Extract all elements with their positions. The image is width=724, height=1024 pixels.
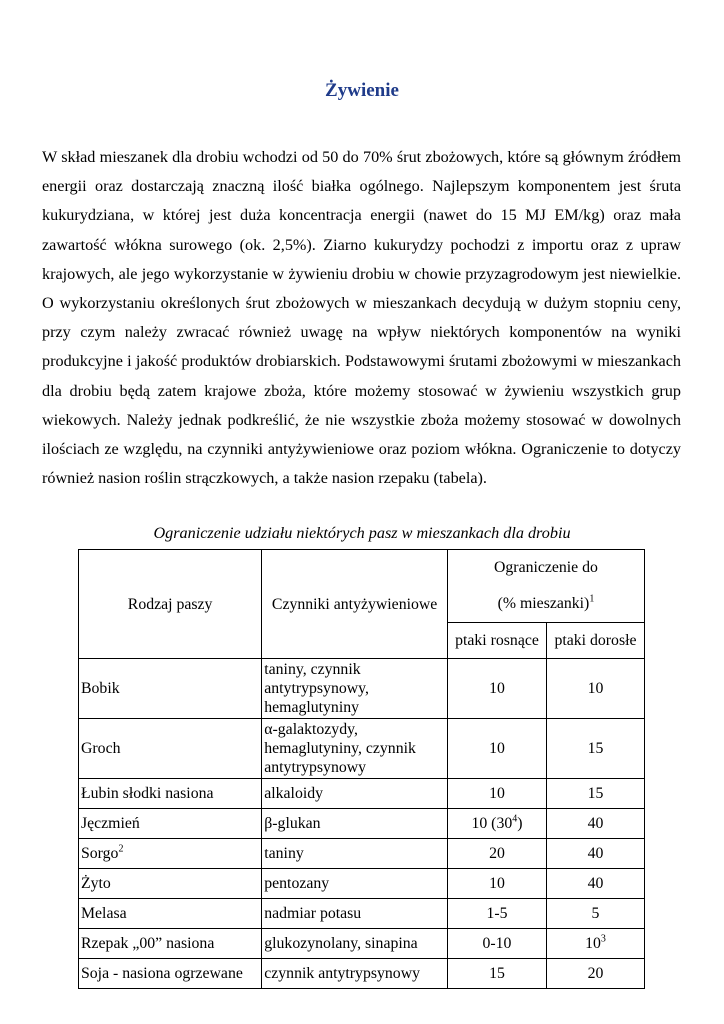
table-caption: Ograniczenie udziału niektórych pasz w mieszankach dla drobiu [153,524,571,542]
cell-growing-text: 1-5 [486,905,508,922]
cell-factors-text: alkaloidy [264,785,324,802]
cell-feed [79,809,262,839]
table-row [79,899,645,929]
cell-adult-text: 10 [587,680,604,697]
cell-factors-text: taniny, czynnik antytrypsynowy, hemaglutyniny [264,661,369,716]
cell-factors-text: glukozynolany, sinapina [264,935,418,952]
header-factors: Czynniki antyżywieniowe [262,550,448,659]
cell-adult-text: 10 [585,935,601,952]
cell-growing [447,659,546,719]
cell-feed-text: Jęczmień [81,815,140,832]
cell-adult [546,899,644,929]
header-adult: ptaki dorosłe [546,623,644,659]
cell-adult [546,719,644,779]
feed-limits-table [78,549,645,989]
header-limit [447,550,644,623]
header-limit-line2 [450,586,642,622]
cell-feed [79,929,262,959]
cell-growing-text: 10 [489,875,505,892]
cell-feed-text: Groch [81,740,121,757]
cell-factors [262,959,448,989]
table-row [79,809,645,839]
cell-growing-text: 0-10 [482,935,512,952]
cell-feed [79,779,262,809]
table-row [79,959,645,989]
cell-adult-text: 15 [587,785,604,802]
cell-factors [262,809,448,839]
cell-growing [447,779,546,809]
cell-growing-text: 20 [489,845,505,862]
cell-factors [262,929,448,959]
cell-factors-text: α-galaktozydy, hemaglutyniny, czynnik antytrypsynowy [264,721,416,776]
cell-growing [447,839,546,869]
table-header-row [79,550,645,623]
cell-adult [546,809,644,839]
cell-factors [262,839,448,869]
cell-feed-text: Łubin słodki nasiona [81,785,214,802]
cell-adult [546,839,644,869]
cell-feed [79,869,262,899]
cell-feed [79,659,262,719]
cell-feed [79,719,262,779]
cell-growing-text: 10 [489,740,505,757]
cell-feed-footnote: 2 [118,843,124,855]
cell-feed [79,959,262,989]
cell-growing [447,929,546,959]
cell-growing [447,719,546,779]
cell-growing-text: 15 [489,965,505,982]
cell-feed-text: Bobik [81,680,120,697]
cell-feed [79,839,262,869]
body-paragraph: W skład mieszanek dla drobiu wchodzi od 50 do 70% śrut zbożowych, które są głównym źródłem energii oraz dostarczają znaczną ilość białka ogólnego. Najlepszym komponentem jest śruta kukurydziana, w której jest duża koncentracja energii (nawet do 15 MJ EM/kg) oraz mała zawartość włókna surowego (ok. 2,5%). Ziarno kukurydzy pochodzi z importu oraz z upraw krajowych, ale jego wykorzystanie w żywieniu drobiu w chowie przyzagrodowym jest niewielkie. O wykorzystaniu określonych śrut zbożowych w mieszankach decydują w dużym stopniu ceny, przy czym należy zwracać również uwagę na wpływ niektórych komponentów na wyniki produkcyjne i jakość produktów drobiarskich. Podstawowymi śrutami zbożowymi w mieszankach dla drobiu będą zatem krajowe zboża, które możemy stosować w żywieniu wszystkich grup wiekowych. Należy jednak podkreślić, że nie wszystkie zboża możemy stosować w dowolnych ilościach ze względu, na czynniki antyżywieniowe oraz poziom włókna. Ograniczenie to dotyczy również nasion roślin strączkowych, a także nasion rzepaku (tabela). [42,148,681,488]
cell-feed-text: Soja - nasiona ogrzewane [81,965,243,982]
cell-factors-text: nadmiar potasu [264,905,362,922]
table-row [79,719,645,779]
cell-factors-text: pentozany [264,875,330,892]
cell-growing [447,959,546,989]
cell-adult-text: 5 [591,905,600,922]
cell-adult [546,959,644,989]
cell-adult [546,659,644,719]
page-title: Żywienie [325,80,399,101]
cell-factors [262,869,448,899]
header-limit-line1: Ograniczenie do [494,559,598,576]
cell-growing-suffix: ) [517,815,523,832]
header-limit-footnote: 1 [589,593,595,605]
cell-adult [546,779,644,809]
cell-feed [79,899,262,929]
cell-growing [447,869,546,899]
table-row [79,659,645,719]
table-row [79,779,645,809]
cell-adult-text: 15 [587,740,604,757]
cell-growing [447,809,546,839]
cell-feed-text: Sorgo [81,845,119,862]
cell-feed-text: Żyto [81,875,111,892]
cell-factors [262,659,448,719]
cell-adult-text: 40 [587,815,604,832]
cell-adult-text: 20 [587,965,604,982]
header-limit-text: (% mieszanki) [497,595,590,612]
table-row [79,869,645,899]
cell-factors [262,899,448,929]
cell-growing [447,899,546,929]
cell-adult-footnote: 3 [600,933,606,945]
cell-adult [546,869,644,899]
cell-adult-text: 40 [587,845,604,862]
cell-feed-text: Melasa [81,905,127,922]
cell-adult [546,929,644,959]
header-feed-type: Rodzaj paszy [79,550,262,659]
cell-factors [262,719,448,779]
cell-growing-text: 10 [489,680,505,697]
cell-factors-text: taniny [264,845,304,862]
cell-growing-text: 10 (30 [471,815,513,832]
cell-factors-text: czynnik antytrypsynowy [264,965,420,982]
cell-growing-footnote: 4 [512,813,518,825]
cell-growing-text: 10 [489,785,505,802]
cell-feed-text: Rzepak „00” nasiona [81,935,215,952]
cell-factors-text: β-glukan [264,815,321,832]
cell-adult-text: 40 [587,875,604,892]
header-growing: ptaki rosnące [447,623,546,659]
cell-factors [262,779,448,809]
table-row [79,839,645,869]
table-row [79,929,645,959]
